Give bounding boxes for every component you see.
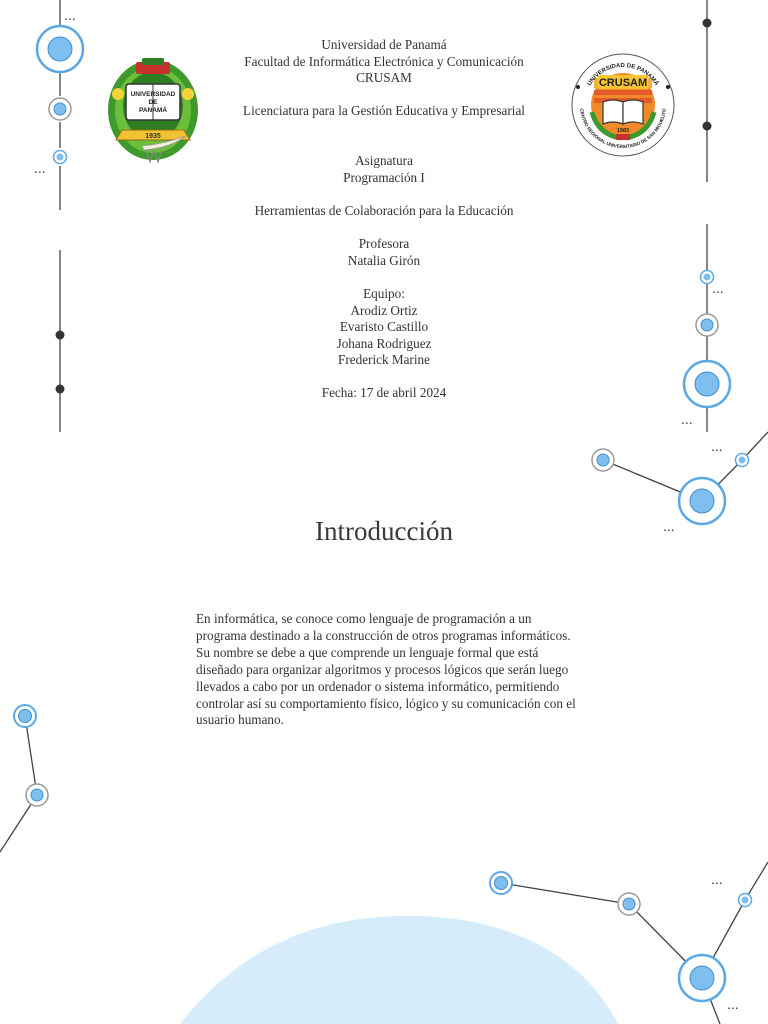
introduction-heading: Introducción <box>315 516 453 546</box>
crusam-ring-top: UNIVERSIDAD DE PANAMÁ <box>586 62 660 87</box>
degree-name: Licenciatura para la Gestión Educativa y Empresarial <box>243 103 525 119</box>
seal-year: 1935 <box>145 133 161 140</box>
subject-label: Asignatura <box>355 153 413 169</box>
cover-header <box>200 37 568 402</box>
ellipsis-mark: ... <box>34 160 46 176</box>
crusam-seal-name: CRUSAM <box>598 77 648 89</box>
ellipsis-mark: ... <box>711 438 723 454</box>
crusam-logo <box>570 52 676 158</box>
ellipsis-mark: ... <box>64 7 76 23</box>
ellipsis-mark: ... <box>711 871 723 887</box>
teacher-name: Natalia Girón <box>347 252 421 268</box>
center-name: CRUSAM <box>356 70 412 86</box>
ellipsis-mark: ... <box>727 996 739 1012</box>
subject-name: Programación I <box>343 169 425 185</box>
team-label: Equipo: <box>363 285 405 301</box>
seal-text-line2: DE <box>148 99 158 106</box>
universidad-de-panama-logo <box>104 52 202 164</box>
university-name: Universidad de Panamá <box>321 37 447 52</box>
seal-text-line3: PANAMÁ <box>138 107 168 114</box>
team-member: Frederick Marine <box>338 352 430 368</box>
faculty-name: Facultad de Informática Electrónica y Comunicación <box>244 53 524 69</box>
light-blue-blob <box>180 916 618 1024</box>
crusam-seal-year: 1983 <box>616 128 630 134</box>
seal-text-line1: UNIVERSIDAD <box>130 91 176 98</box>
topic-title: Herramientas de Colaboración para la Educación <box>254 202 514 218</box>
team-member: Evaristo Castillo <box>339 319 429 335</box>
ellipsis-mark: ... <box>712 280 724 296</box>
team-member: Johana Rodriguez <box>336 335 432 351</box>
introduction-paragraph: En informática, se conoce como lenguaje de programación a un programa destinado a la construcción de otros programas informáticos. Su nombre se debe a que comprende un lenguaje formal que está diseñado para organizar algoritmos y procesos lógicos que serán luego llevados a cabo por un ordenador o sistema informático, permitiendo controlar así su comportamiento físico, lógico y su comunicación con el usuario humano. <box>196 611 576 728</box>
document-date: Fecha: 17 de abril 2024 <box>321 385 447 401</box>
ellipsis-mark: ... <box>681 411 693 427</box>
teacher-label: Profesora <box>358 236 410 252</box>
team-member: Arodiz Ortiz <box>350 302 418 318</box>
ellipsis-mark: ... <box>663 518 675 534</box>
crusam-ring-bottom: CENTRO REGIONAL UNIVERSITARIO DE SAN MIGUELITO <box>579 108 667 150</box>
